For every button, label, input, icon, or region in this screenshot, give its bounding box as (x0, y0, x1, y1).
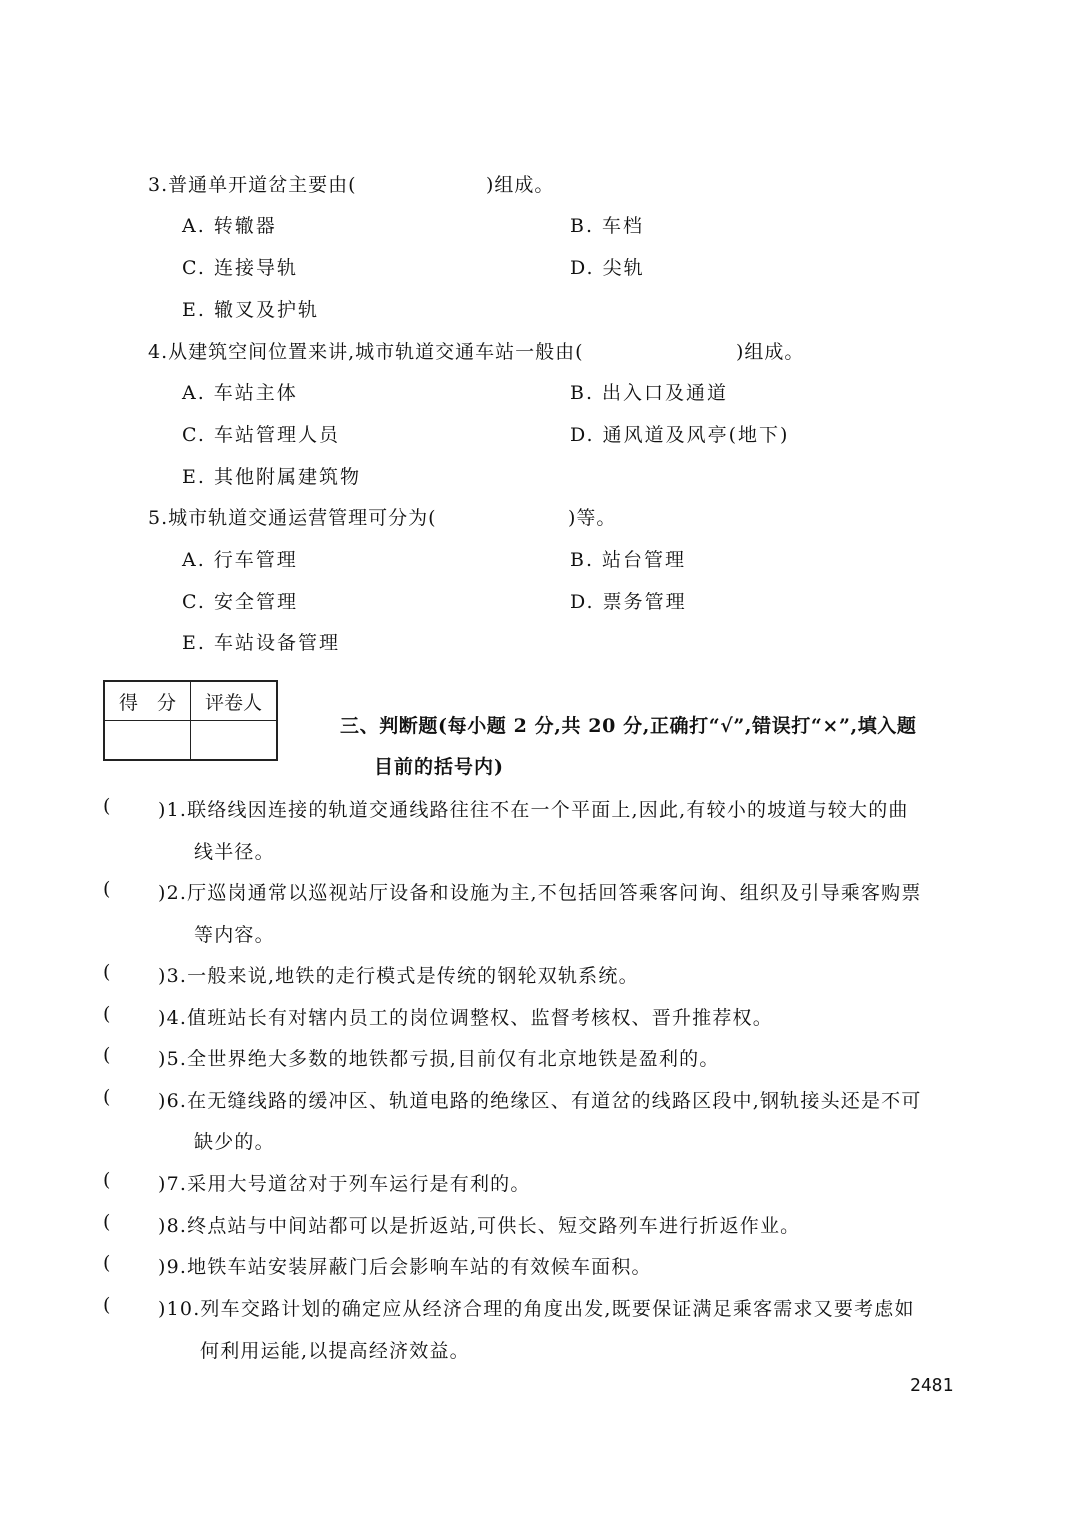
question-3-option-a: A. 转辙器 (182, 215, 277, 237)
judge-10-text: )10.列车交路计划的确定应从经济合理的角度出发,既要保证满足乘客需求又要考虑如 (158, 1298, 915, 1320)
question-4-option-e: E. 其他附属建筑物 (182, 466, 361, 488)
judge-3-text: )3.一般来说,地铁的走行模式是传统的钢轮双轨系统。 (158, 965, 639, 987)
judge-9-blank-open[interactable]: ( (103, 1252, 111, 1274)
judge-4-blank-open[interactable]: ( (103, 1003, 111, 1025)
score-cell[interactable] (104, 721, 191, 761)
question-4-option-a: A. 车站主体 (182, 382, 298, 404)
judge-6-text: )6.在无缝线路的缓冲区、轨道电路的绝缘区、有道岔的线路区段中,钢轨接头还是不可 (158, 1090, 922, 1112)
question-3-stem: 3.普通单开道岔主要由( (148, 174, 357, 196)
question-4-option-d: D. 通风道及风亭(地下) (570, 424, 790, 446)
judge-7-text: )7.采用大号道岔对于列车运行是有利的。 (158, 1173, 531, 1195)
judge-6-text-cont: 缺少的。 (194, 1131, 275, 1153)
judge-10-blank-open[interactable]: ( (103, 1294, 111, 1316)
section-3-title: 三、判断题(每小题 2 分,共 20 分,正确打“√”,错误打“×”,填入题 (340, 715, 917, 737)
question-4-option-b: B. 出入口及通道 (570, 382, 729, 404)
judge-2-text-cont: 等内容。 (194, 924, 275, 946)
judge-2-blank-open[interactable]: ( (103, 878, 111, 900)
score-label: 得 分 (104, 681, 191, 721)
judge-3-blank-open[interactable]: ( (103, 961, 111, 983)
page-number: 2481 (910, 1375, 954, 1396)
judge-1-text-cont: 线半径。 (194, 841, 275, 863)
question-3-option-e: E. 辙叉及护轨 (182, 299, 319, 321)
judge-1-text: )1.联络线因连接的轨道交通线路往往不在一个平面上,因此,有较小的坡道与较大的曲 (158, 799, 909, 821)
judge-5-text: )5.全世界绝大多数的地铁都亏损,目前仅有北京地铁是盈利的。 (158, 1048, 720, 1070)
question-5-option-d: D. 票务管理 (570, 591, 687, 613)
judge-8-blank-open[interactable]: ( (103, 1211, 111, 1233)
judge-4-text: )4.值班站长有对辖内员工的岗位调整权、监督考核权、晋升推荐权。 (158, 1007, 773, 1029)
judge-6-blank-open[interactable]: ( (103, 1086, 111, 1108)
judge-5-blank-open[interactable]: ( (103, 1044, 111, 1066)
question-3-option-c: C. 连接导轨 (182, 257, 298, 279)
question-3-stem-tail: )组成。 (486, 174, 555, 196)
question-5-option-a: A. 行车管理 (182, 549, 298, 571)
judge-10-text-cont: 何利用运能,以提高经济效益。 (200, 1340, 470, 1362)
judge-1-blank-open[interactable]: ( (103, 795, 111, 817)
question-5-stem-tail: )等。 (568, 507, 617, 529)
score-table (103, 680, 278, 761)
question-5-option-b: B. 站台管理 (570, 549, 687, 571)
question-4-option-c: C. 车站管理人员 (182, 424, 340, 446)
grader-label: 评卷人 (191, 681, 278, 721)
grader-cell[interactable] (191, 721, 278, 761)
question-4-stem: 4.从建筑空间位置来讲,城市轨道交通车站一般由( (148, 341, 584, 363)
question-3-option-b: B. 车档 (570, 215, 645, 237)
judge-8-text: )8.终点站与中间站都可以是折返站,可供长、短交路列车进行折返作业。 (158, 1215, 801, 1237)
section-3-title-cont: 目前的括号内) (374, 756, 504, 778)
judge-7-blank-open[interactable]: ( (103, 1169, 111, 1191)
question-5-stem: 5.城市轨道交通运营管理可分为( (148, 507, 437, 529)
question-3-option-d: D. 尖轨 (570, 257, 645, 279)
judge-9-text: )9.地铁车站安装屏蔽门后会影响车站的有效候车面积。 (158, 1256, 652, 1278)
question-5-option-e: E. 车站设备管理 (182, 632, 340, 654)
question-4-stem-tail: )组成。 (736, 341, 805, 363)
question-5-option-c: C. 安全管理 (182, 591, 298, 613)
judge-2-text: )2.厅巡岗通常以巡视站厅设备和设施为主,不包括回答乘客问询、组织及引导乘客购票 (158, 882, 922, 904)
